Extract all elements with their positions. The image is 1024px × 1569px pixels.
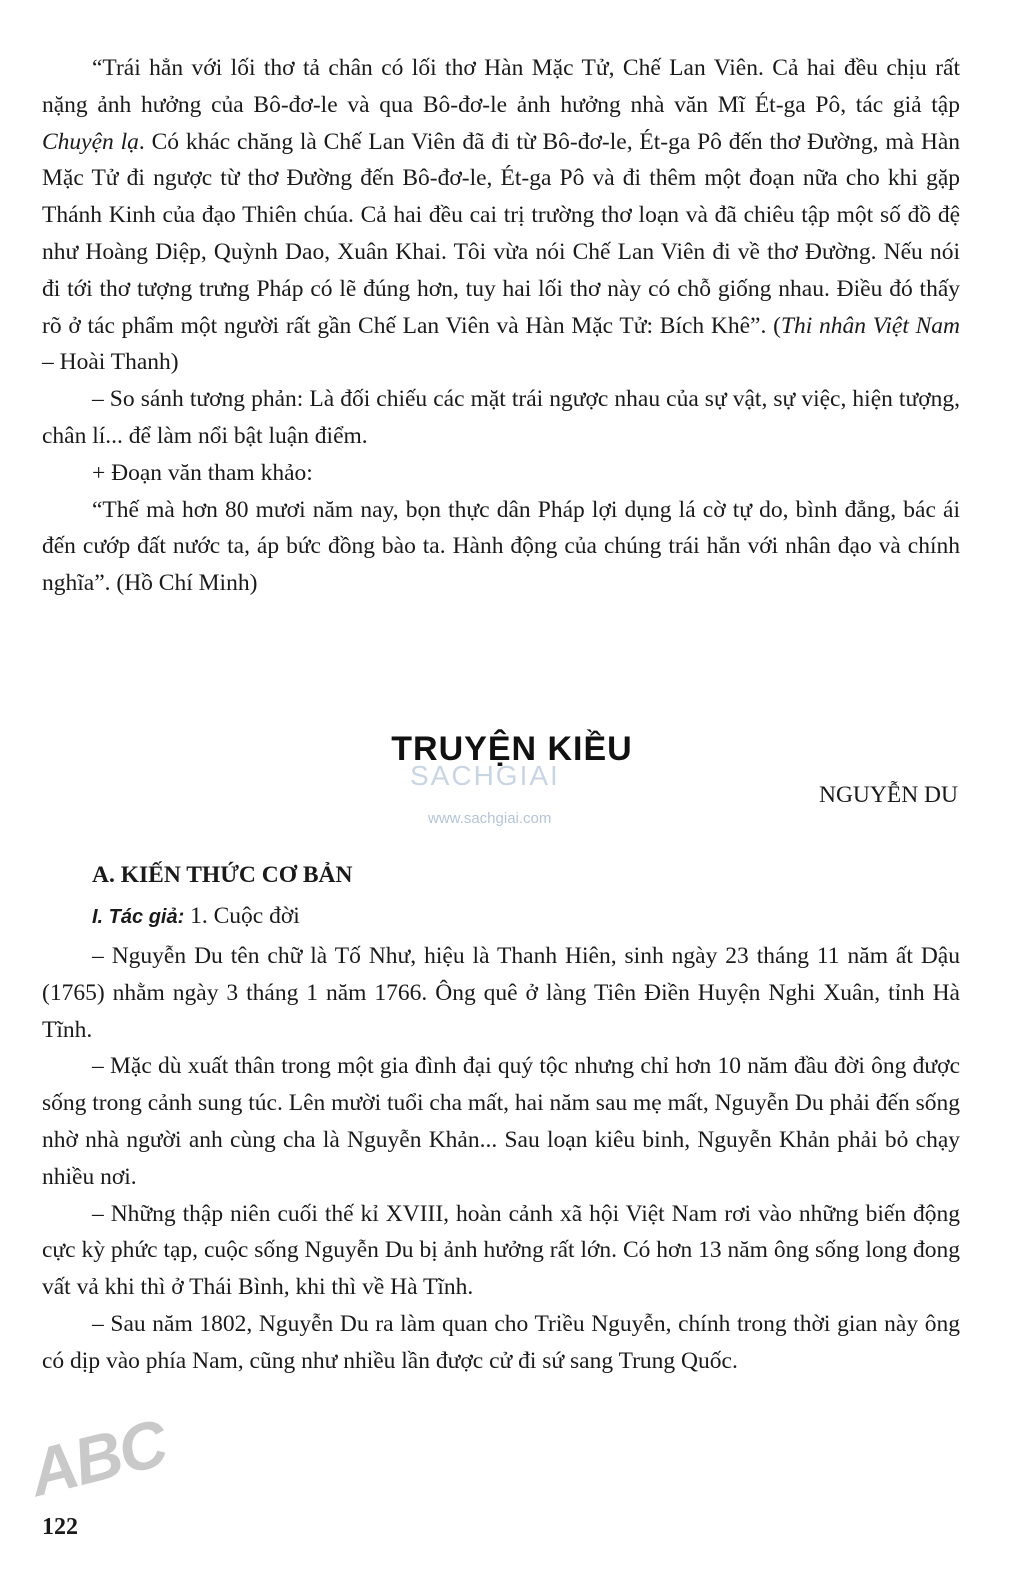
section-author: NGUYỄN DU <box>818 782 958 808</box>
heading-i-label: I. Tác giả: <box>92 906 185 928</box>
quote-text: . Có khác chăng là Chế Lan Viên đã đi từ Bô-đơ-le, Ét-ga Pô đến thơ Đường, mà Hàn Mặc Tử đi ngược từ thơ Đường đến Bô-đơ-le, Ét-ga Pô và đi thêm một đoạn nữa cho khi gặp Thánh Kinh của đạo Thiên chúa. Cả hai đều cai trị trường thơ loạn và đã chiêu tập một số đồ đệ như Hoàng Diệp, Quỳnh Dao, Xuân Khai. Tôi vừa nói Chế Lan Viên đi về thơ Đường. Nếu nói đi tới thơ tượng trưng Pháp có lẽ đúng hơn, tuy hai lối thơ này có chỗ giống nhau. Điều đó thấy rõ ở tác phẩm một người rất gần Chế Lan Viên và Hàn Mặc Tử: Bích Khê”. ( <box>42 128 960 339</box>
sample-label: + Đoạn văn tham khảo: <box>92 459 313 486</box>
quote-italic-source: Thi nhân Việt Nam <box>780 312 960 339</box>
quote-paragraph <box>42 50 960 381</box>
bio-paragraph: – Sau năm 1802, Nguyễn Du ra làm quan cho Triều Nguyễn, chính trong thời gian này ông có dịp vào phía Nam, cũng như nhiều lần được cử đi sứ sang Trung Quốc. <box>42 1310 960 1374</box>
sample-quote: “Thế mà hơn 80 mươi năm nay, bọn thực dân Pháp lợi dụng lá cờ tự do, bình đẳng, bác ái đến cướp đất nước ta, áp bức đồng bào ta. Hành động của chúng trái hẳn với nhân đạo và chính nghĩa”. (Hồ Chí Minh) <box>42 496 960 597</box>
watermark-url: www.sachgiai.com <box>428 810 552 827</box>
corner-watermark: ABC <box>21 1405 173 1511</box>
bio-block <box>42 938 960 1380</box>
heading-i <box>92 903 300 930</box>
section-title: TRUYỆN KIỀU <box>391 730 633 768</box>
heading-i-sub: 1. Cuộc đời <box>184 903 300 929</box>
quote-text: “Trái hẳn với lối thơ tả chân có lối thơ Hàn Mặc Tử, Chế Lan Viên. Cả hai đều chịu rất nặng ảnh hưởng của Bô-đơ-le và qua Bô-đơ-le ảnh hưởng nhà văn Mĩ Ét-ga Pô, tác giả tập <box>42 55 960 118</box>
quote-block <box>42 50 960 602</box>
heading-a: A. KIẾN THỨC CƠ BẢN <box>92 862 353 888</box>
page-number: 122 <box>42 1514 78 1540</box>
bio-paragraph: – Những thập niên cuối thế kỉ XVIII, hoàn cảnh xã hội Việt Nam rơi vào những biến động cực kỳ phức tạp, cuộc sống Nguyễn Du bị ảnh hưởng rất lớn. Có hơn 13 năm ông sống long đong vất vả khi thì ở Thái Bình, khi thì về Hà Tĩnh. <box>42 1200 960 1301</box>
bio-paragraph: – Nguyễn Du tên chữ là Tố Như, hiệu là Thanh Hiên, sinh ngày 23 tháng 11 năm ất Dậu (1765) nhằm ngày 3 tháng 1 năm 1766. Ông quê ở làng Tiên Điền Huyện Nghi Xuân, tỉnh Hà Tĩnh. <box>42 943 960 1043</box>
bio-paragraph: – Mặc dù xuất thân trong một gia đình đại quý tộc nhưng chỉ hơn 10 năm đầu đời ông được sống trong cảnh sung túc. Lên mười tuổi cha mất, hai năm sau mẹ mất, Nguyễn Du phải đến sống nhờ nhà người anh cùng cha là Nguyễn Khản... Sau loạn kiêu binh, Nguyễn Khản phải bỏ chạy nhiều nơi. <box>42 1053 960 1190</box>
watermark-logo: SACHGIAI <box>410 760 560 791</box>
quote-italic-title: Chuyện lạ <box>42 128 139 155</box>
contrast-definition: – So sánh tương phản: Là đối chiếu các mặt trái ngược nhau của sự vật, sự việc, hiện tượng, chân lí... để làm nổi bật luận điểm. <box>42 386 960 449</box>
quote-text: – Hoài Thanh) <box>42 349 179 376</box>
